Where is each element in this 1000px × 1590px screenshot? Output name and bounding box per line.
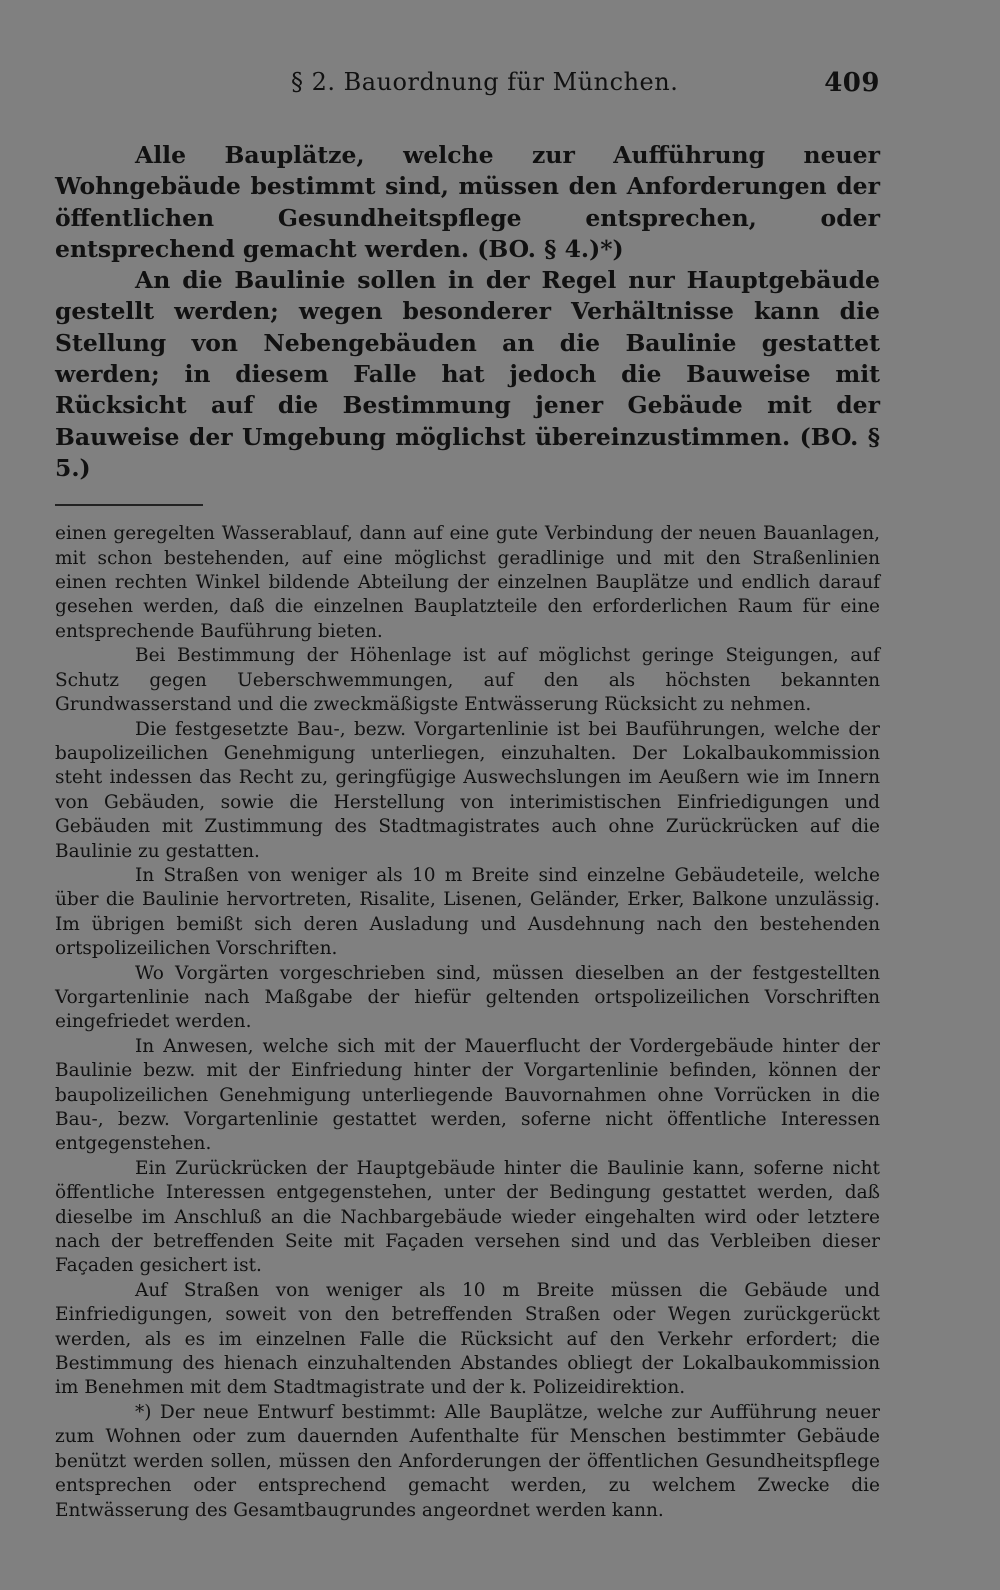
commentary-paragraph: Die festgesetzte Bau-, bezw. Vorgartenlinie ist bei Bauführungen, welche der baupolizeilichen Genehmigung unterliegen, einzuhalten. Der Lokalbaukommission steht indessen das Recht zu, geringfügige Auswechslungen im Aeußern wie im Innern von Gebäuden, sowie die Herstellung von interimistischen Einfriedigungen und Gebäuden mit Zustimmung des Stadtmagistrates auch ohne Zurückrücken auf die Baulinie zu gestatten. [55,718,880,862]
footnote-paragraph: *) Der neue Entwurf bestimmt: Alle Bauplätze, welche zur Aufführung neuer zum Wohnen oder zum dauernden Aufenthalte für Menschen bestimmter Gebäude benützt werden sollen, müssen den Anforderungen der öffentlichen Gesundheitspflege entsprechen oder entsprechend gemacht werden, zu welchem Zwecke die Entwässerung des Gesamtbaugrundes angeordnet werden kann. [55,1401,880,1521]
book-page [55,64,880,1523]
main-text-block [55,140,880,484]
page-header [55,64,880,100]
main-paragraph: Alle Bauplätze, welche zur Aufführung neuer Wohngebäude bestimmt sind, müssen den Anforderungen der öffentlichen Gesundheitspflege entsprechen, oder entsprechend gemacht werden. (BO. § 4.)*) [55,141,880,263]
commentary-paragraph: Bei Bestimmung der Höhenlage ist auf möglichst geringe Steigungen, auf Schutz gegen Ueberschwemmungen, auf den als höchsten bekannten Grundwasserstand und die zweckmäßigste Entwässerung Rücksicht zu nehmen. [55,645,880,716]
page-number: 409 [824,68,880,98]
running-title: § 2. Bauordnung für München. [291,68,679,96]
commentary-paragraph: Auf Straßen von weniger als 10 m Breite müssen die Gebäude und Einfriedigungen, soweit von den betreffenden Straßen oder Wegen zurückgerückt werden, als es im einzelnen Falle die Rücksicht auf den Verkehr erfordert; die Bestimmung des hienach einzuhaltenden Abstandes obliegt der Lokalbaukommission im Benehmen mit dem Stadtmagistrate und der k. Polizeidirektion. [55,1279,880,1399]
commentary-block [55,522,880,1523]
commentary-paragraph: In Anwesen, welche sich mit der Mauerflucht der Vordergebäude hinter der Baulinie bezw. mit der Einfriedung hinter der Vorgartenlinie befinden, können der baupolizeilichen Genehmigung unterliegende Bauvornahmen ohne Vorrücken in die Bau-, bezw. Vorgartenlinie gestattet werden, soferne nicht öffentliche Interessen entgegenstehen. [55,1035,880,1155]
main-paragraph: An die Baulinie sollen in der Regel nur Hauptgebäude gestellt werden; wegen besonderer Verhältnisse kann die Stellung von Nebengebäuden an die Baulinie gestattet werden; in diesem Falle hat jedoch die Bauweise mit Rücksicht auf die Bestimmung jener Gebäude mit der Bauweise der Umgebung möglichst übereinzustimmen. (BO. § 5.) [55,266,880,482]
separator-rule [55,504,203,506]
commentary-paragraph: In Straßen von weniger als 10 m Breite sind einzelne Gebäudeteile, welche über die Baulinie hervortreten, Risalite, Lisenen, Geländer, Erker, Balkone unzulässig. Im übrigen bemißt sich deren Ausladung und Ausdehnung nach den bestehenden ortspolizeilichen Vorschriften. [55,864,880,960]
commentary-paragraph: Ein Zurückrücken der Hauptgebäude hinter die Baulinie kann, soferne nicht öffentliche Interessen entgegenstehen, unter der Bedingung gestattet werden, daß dieselbe im Anschluß an die Nachbargebäude wieder eingehalten wird oder letztere nach der betreffenden Seite mit Façaden versehen sind und das Verbleiben dieser Façaden gesichert ist. [55,1157,880,1277]
commentary-paragraph: einen geregelten Wasserablauf, dann auf eine gute Verbindung der neuen Bauanlagen, mit schon bestehenden, auf eine möglichst geradlinige und mit den Straßenlinien einen rechten Winkel bildende Abteilung der einzelnen Bauplätze und endlich darauf gesehen werden, daß die einzelnen Bauplatzteile den erforderlichen Raum für eine entsprechende Bauführung bieten. [55,523,880,642]
commentary-paragraph: Wo Vorgärten vorgeschrieben sind, müssen dieselben an der festgestellten Vorgartenlinie nach Maßgabe der hiefür geltenden ortspolizeilichen Vorschriften eingefriedet werden. [55,962,880,1033]
